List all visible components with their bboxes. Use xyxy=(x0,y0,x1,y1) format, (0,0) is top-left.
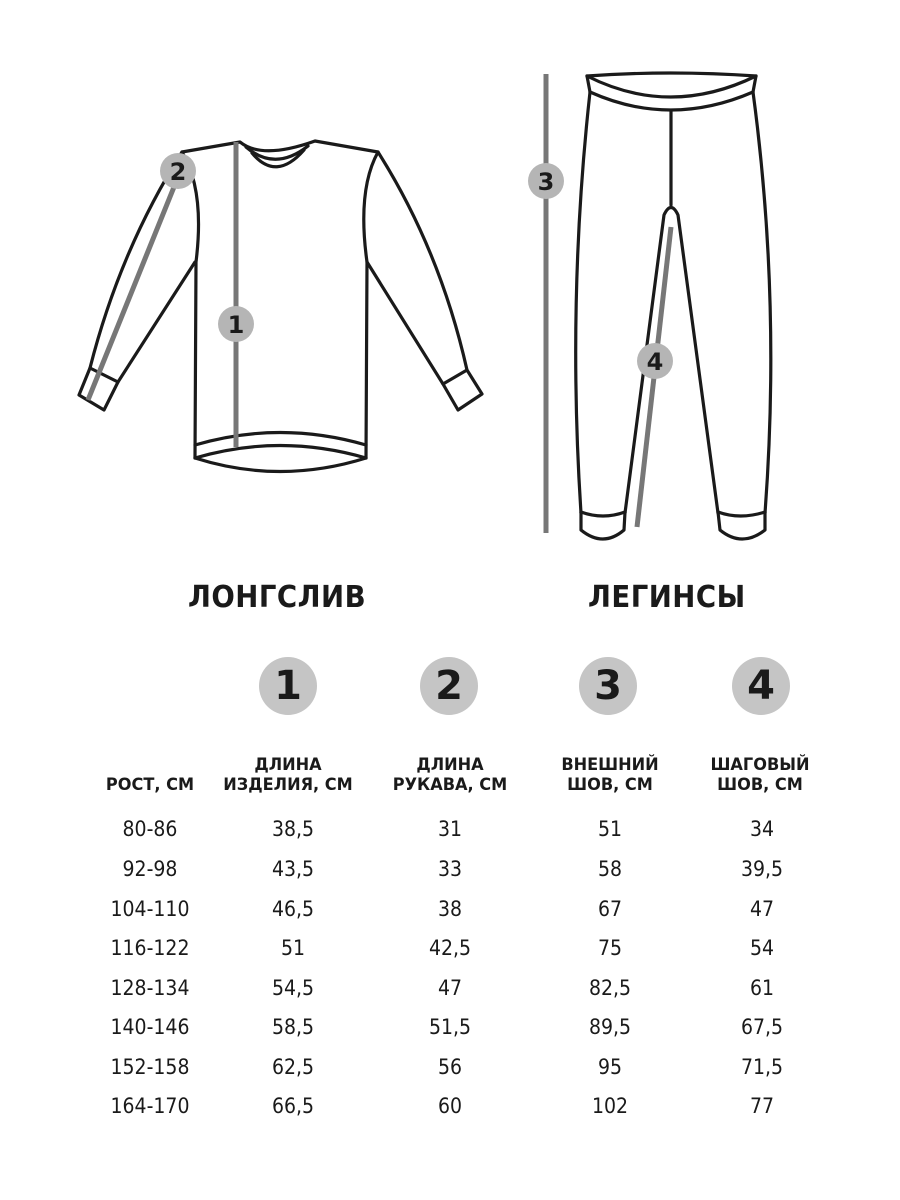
cell-outseam: 51 xyxy=(597,817,623,841)
cell-sleeve: 38 xyxy=(437,897,463,921)
svg-text:1: 1 xyxy=(227,311,245,339)
cell-length: 38,5 xyxy=(271,817,315,841)
cell-length: 58,5 xyxy=(271,1015,315,1039)
cell-length: 66,5 xyxy=(271,1094,315,1118)
svg-text:3: 3 xyxy=(537,168,555,196)
measure-line-2 xyxy=(88,182,176,400)
header-outseam-line1: ВНЕШНИЙ xyxy=(561,755,659,775)
marker-3-on-drawing xyxy=(528,163,564,199)
table-row xyxy=(0,976,900,1016)
cell-inseam: 61 xyxy=(749,976,775,1000)
cell-outseam: 58 xyxy=(597,857,623,881)
cell-length: 51 xyxy=(280,936,306,960)
table-row xyxy=(0,897,900,937)
cell-height: 128-134 xyxy=(110,976,190,1000)
marker-badge-1: 1 xyxy=(259,657,317,715)
header-length-line2: ИЗДЕЛИЯ, СМ xyxy=(223,775,353,795)
header-outseam-line2: ШОВ, СМ xyxy=(567,775,653,795)
header-sleeve-line1: ДЛИНА xyxy=(416,755,484,775)
table-row xyxy=(0,1055,900,1095)
cell-inseam: 54 xyxy=(749,936,775,960)
cell-sleeve: 31 xyxy=(437,817,463,841)
cell-inseam: 71,5 xyxy=(740,1055,784,1079)
longsleeve-title: ЛОНГСЛИВ xyxy=(188,580,367,615)
header-inseam-line1: ШАГОВЫЙ xyxy=(710,755,810,775)
cell-length: 46,5 xyxy=(271,897,315,921)
cell-outseam: 67 xyxy=(597,897,623,921)
cell-outseam: 89,5 xyxy=(588,1015,632,1039)
cell-length: 54,5 xyxy=(271,976,315,1000)
cell-sleeve: 47 xyxy=(437,976,463,1000)
cell-height: 92-98 xyxy=(122,857,178,881)
marker-badge-2: 2 xyxy=(420,657,478,715)
header-sleeve-line2: РУКАВА, СМ xyxy=(392,775,508,795)
cell-outseam: 102 xyxy=(591,1094,629,1118)
cell-sleeve: 56 xyxy=(437,1055,463,1079)
cell-length: 43,5 xyxy=(271,857,315,881)
cell-height: 164-170 xyxy=(110,1094,190,1118)
cell-inseam: 77 xyxy=(749,1094,775,1118)
leggings-title: ЛЕГИНСЫ xyxy=(588,580,746,615)
cell-sleeve: 60 xyxy=(437,1094,463,1118)
svg-text:2: 2 xyxy=(169,158,187,186)
cell-sleeve: 42,5 xyxy=(428,936,472,960)
table-row xyxy=(0,1094,900,1134)
table-row xyxy=(0,817,900,857)
marker-1-on-drawing xyxy=(218,306,254,342)
header-length-line1: ДЛИНА xyxy=(254,755,322,775)
cell-height: 152-158 xyxy=(110,1055,190,1079)
cell-inseam: 47 xyxy=(749,897,775,921)
cell-inseam: 39,5 xyxy=(740,857,784,881)
marker-badge-4: 4 xyxy=(732,657,790,715)
table-row xyxy=(0,857,900,897)
cell-inseam: 67,5 xyxy=(740,1015,784,1039)
svg-text:4: 4 xyxy=(646,348,664,376)
cell-height: 116-122 xyxy=(110,936,190,960)
cell-length: 62,5 xyxy=(271,1055,315,1079)
marker-4-on-drawing xyxy=(637,343,673,379)
table-row xyxy=(0,936,900,976)
cell-sleeve: 51,5 xyxy=(428,1015,472,1039)
cell-height: 80-86 xyxy=(122,817,178,841)
leggings-drawing xyxy=(576,73,771,539)
cell-outseam: 75 xyxy=(597,936,623,960)
header-outseam xyxy=(534,755,686,795)
cell-outseam: 95 xyxy=(597,1055,623,1079)
cell-height: 140-146 xyxy=(110,1015,190,1039)
header-inseam-line2: ШОВ, СМ xyxy=(717,775,803,795)
cell-inseam: 34 xyxy=(749,817,775,841)
header-inseam xyxy=(684,755,836,795)
header-length xyxy=(212,755,364,795)
header-sleeve xyxy=(374,755,526,795)
cell-outseam: 82,5 xyxy=(588,976,632,1000)
cell-sleeve: 33 xyxy=(437,857,463,881)
marker-badge-3: 3 xyxy=(579,657,637,715)
header-height xyxy=(93,775,207,795)
cell-height: 104-110 xyxy=(110,897,190,921)
longsleeve-drawing xyxy=(79,141,482,472)
marker-2-on-drawing xyxy=(160,153,196,189)
table-row xyxy=(0,1015,900,1055)
header-height-label: РОСТ, СМ xyxy=(105,775,195,795)
garment-illustrations xyxy=(0,0,900,560)
